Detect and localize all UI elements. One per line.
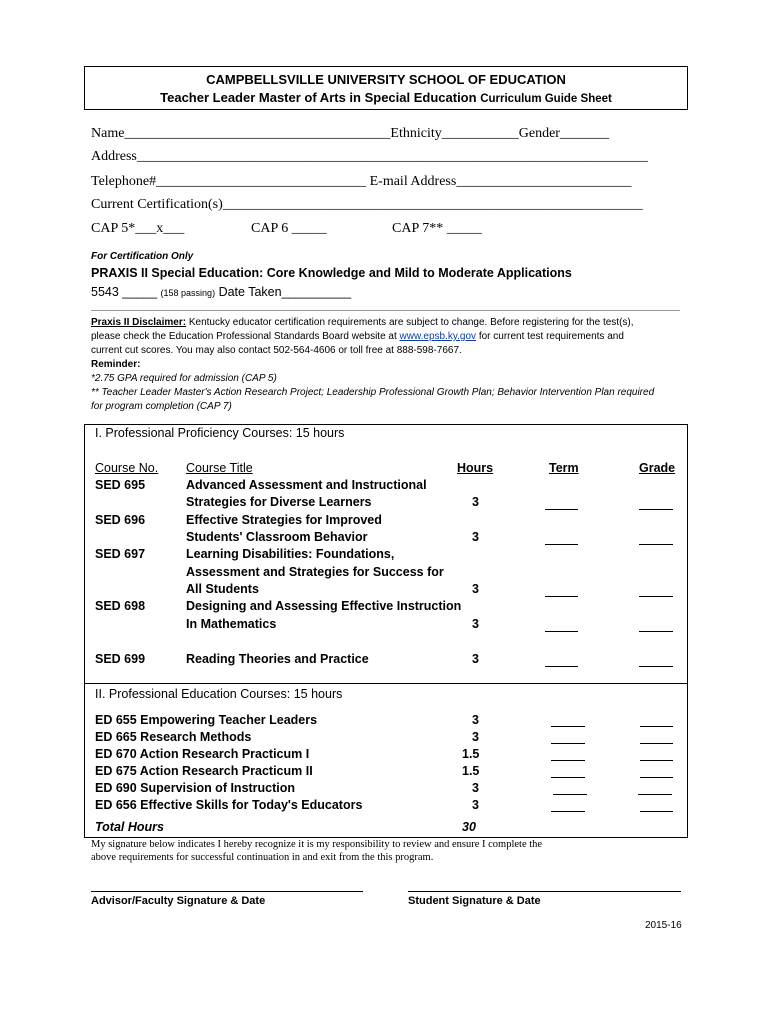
- grade-blank[interactable]: [640, 777, 673, 778]
- course-label: ED 670 Action Research Practicum I: [95, 747, 310, 761]
- grade-blank[interactable]: [639, 666, 673, 667]
- section1-heading: I. Professional Proficiency Courses: 15 hours: [95, 426, 345, 440]
- signature-statement-cont: above requirements for successful continuation in and exit from the this program.: [91, 852, 434, 863]
- advisor-signature-label: Advisor/Faculty Signature & Date: [91, 895, 266, 907]
- praxis-title: PRAXIS II Special Education: Core Knowledge and Mild to Moderate Applications: [91, 266, 572, 280]
- col-hours: Hours: [457, 461, 494, 475]
- term-blank[interactable]: [551, 811, 585, 812]
- praxis-passing: (158 passing): [160, 288, 216, 298]
- course-hours: 1.5: [462, 747, 480, 761]
- total-hours-label: Total Hours: [95, 820, 164, 834]
- term-blank[interactable]: [553, 794, 587, 795]
- grade-blank[interactable]: [639, 631, 673, 632]
- reminder-gpa: *2.75 GPA required for admission (CAP 5): [91, 373, 277, 384]
- course-no: SED 695: [95, 478, 146, 492]
- reminder-cap7-cont: for program completion (CAP 7): [91, 401, 232, 412]
- course-hours: 3: [472, 582, 479, 596]
- reminder-label: Reminder:: [91, 359, 141, 370]
- term-blank[interactable]: [545, 631, 578, 632]
- praxis-code[interactable]: 5543 _____: [91, 285, 158, 299]
- term-blank[interactable]: [551, 760, 585, 761]
- course-title: Strategies for Diverse Learners: [186, 495, 372, 509]
- school-title: CAMPBELLSVILLE UNIVERSITY SCHOOL OF EDUCATION: [206, 72, 566, 87]
- course-hours: 3: [472, 530, 479, 544]
- epsb-link[interactable]: www.epsb.ky.gov: [399, 331, 477, 342]
- col-term: Term: [549, 461, 579, 475]
- title-box: [84, 66, 688, 110]
- disclaimer-line3: current cut scores. You may also contact 502-564-4606 or toll free at 888-598-7667.: [91, 345, 462, 356]
- course-label: ED 665 Research Methods: [95, 730, 252, 744]
- grade-blank[interactable]: [640, 726, 673, 727]
- course-title: Reading Theories and Practice: [186, 652, 369, 666]
- section2-heading: II. Professional Education Courses: 15 hours: [95, 687, 343, 701]
- cap6-field[interactable]: CAP 6 _____: [251, 221, 327, 236]
- col-course-no: Course No.: [95, 461, 159, 475]
- course-title: Designing and Assessing Effective Instruction: [186, 599, 462, 613]
- term-blank[interactable]: [545, 596, 578, 597]
- course-title: Assessment and Strategies for Success for: [186, 565, 444, 579]
- course-title: Advanced Assessment and Instructional: [186, 478, 427, 492]
- disclaimer-text2a: please check the Education Professional Standards Board website at: [91, 331, 400, 342]
- student-signature-line[interactable]: [408, 891, 681, 892]
- cap5-field[interactable]: CAP 5*___x___: [91, 221, 185, 236]
- term-blank[interactable]: [551, 726, 585, 727]
- course-label: ED 690 Supervision of Instruction: [95, 781, 296, 795]
- disclaimer-text2b: for current test requirements and: [476, 331, 624, 342]
- divider: [91, 310, 680, 311]
- col-course-title: Course Title: [186, 461, 253, 475]
- course-hours: 3: [472, 781, 479, 795]
- program-name: Teacher Leader Master of Arts in Special Education: [160, 90, 477, 105]
- term-blank[interactable]: [545, 509, 578, 510]
- sheet-label: Curriculum Guide Sheet: [480, 93, 612, 105]
- disclaimer-text1: Kentucky educator certification requirements are subject to change. Before registering for the test(s),: [186, 317, 634, 328]
- grade-blank[interactable]: [640, 743, 673, 744]
- course-title: Effective Strategies for Improved: [186, 513, 382, 527]
- course-title: In Mathematics: [186, 617, 277, 631]
- course-hours: 3: [472, 617, 479, 631]
- grade-blank[interactable]: [638, 794, 672, 795]
- disclaimer-line1: [91, 316, 634, 329]
- course-hours: 3: [472, 730, 479, 744]
- program-title: [85, 90, 687, 105]
- grade-blank[interactable]: [640, 760, 673, 761]
- name-field[interactable]: Name______________________________________Ethnicity___________Gender_______: [91, 126, 609, 141]
- term-blank[interactable]: [545, 666, 578, 667]
- address-field[interactable]: Address_________________________________________________________________________: [91, 149, 648, 164]
- course-title: Students' Classroom Behavior: [186, 530, 368, 544]
- telephone-email-field[interactable]: Telephone#______________________________ E-mail Address_________________________: [91, 174, 632, 189]
- course-hours: 3: [472, 798, 479, 812]
- term-blank[interactable]: [551, 743, 585, 744]
- footer-year: 2015-16: [645, 920, 682, 931]
- praxis-line: [91, 285, 351, 299]
- course-hours: 3: [472, 495, 479, 509]
- advisor-signature-line[interactable]: [91, 891, 363, 892]
- grade-blank[interactable]: [639, 509, 673, 510]
- course-no: SED 699: [95, 652, 146, 666]
- cap7-field[interactable]: CAP 7** _____: [392, 221, 482, 236]
- term-blank[interactable]: [551, 777, 585, 778]
- course-title: All Students: [186, 582, 259, 596]
- col-grade: Grade: [639, 461, 676, 475]
- section-divider: [85, 683, 687, 684]
- course-no: SED 698: [95, 599, 146, 613]
- date-taken-field[interactable]: Date Taken__________: [218, 285, 352, 299]
- total-hours-value: 30: [462, 820, 476, 834]
- grade-blank[interactable]: [640, 811, 673, 812]
- term-blank[interactable]: [545, 544, 578, 545]
- course-label: ED 675 Action Research Practicum II: [95, 764, 313, 778]
- course-label: ED 655 Empowering Teacher Leaders: [95, 713, 318, 727]
- disclaimer-line2: [91, 330, 624, 343]
- course-hours: 1.5: [462, 764, 480, 778]
- for-certification-only: For Certification Only: [91, 251, 194, 262]
- grade-blank[interactable]: [639, 544, 673, 545]
- course-hours: 3: [472, 652, 479, 666]
- course-no: SED 697: [95, 547, 146, 561]
- course-hours: 3: [472, 713, 479, 727]
- course-title: Learning Disabilities: Foundations,: [186, 547, 395, 561]
- course-no: SED 696: [95, 513, 146, 527]
- course-label: ED 656 Effective Skills for Today's Educators: [95, 798, 363, 812]
- signature-statement: My signature below indicates I hereby recognize it is my responsibility to review and ensure I complete the: [91, 839, 543, 850]
- disclaimer-label: Praxis II Disclaimer:: [91, 317, 187, 328]
- reminder-cap7: ** Teacher Leader Master's Action Research Project; Leadership Professional Growth Plan; Behavior Intervention Plan required: [91, 387, 655, 398]
- certification-field[interactable]: Current Certification(s)____________________________________________________________: [91, 197, 643, 212]
- grade-blank[interactable]: [639, 596, 673, 597]
- student-signature-label: Student Signature & Date: [408, 895, 541, 907]
